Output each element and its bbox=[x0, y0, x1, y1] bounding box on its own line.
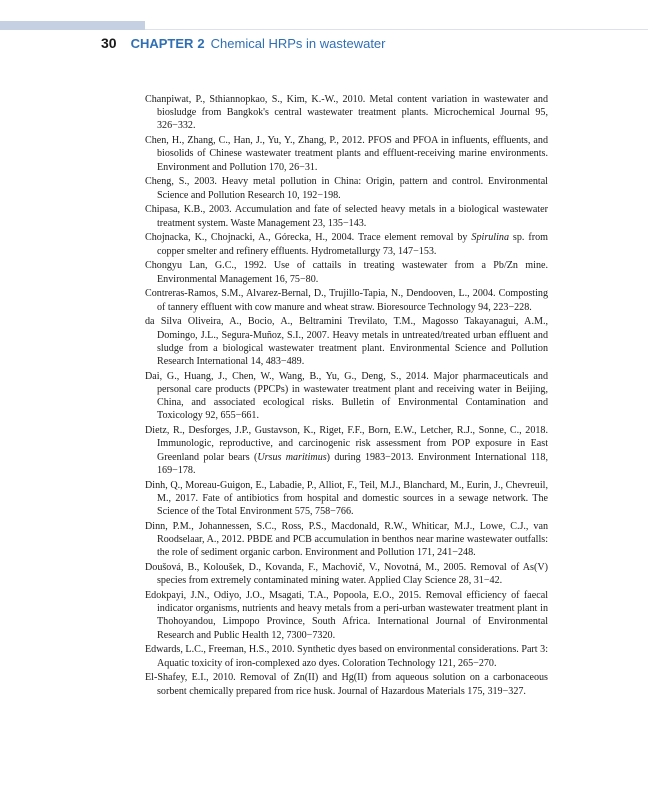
reference-item bbox=[145, 175, 548, 201]
reference-text: ) during 1983−2013. Environment International 118, 169−178. bbox=[157, 451, 548, 476]
reference-text: Dinh, Q., Moreau-Guigon, E., Labadie, P., Alliot, F., Teil, M.J., Blanchard, M., Eurin, J., Chevreuil, M., 2017. Fate of antibiotics from hospital and domestic sources in a sewage network. The Science of the Total Environment 575, 758−766. bbox=[145, 479, 548, 518]
reference-item bbox=[145, 370, 548, 423]
reference-item bbox=[145, 231, 548, 257]
reference-item bbox=[145, 643, 548, 669]
species-name: Spirulina bbox=[471, 232, 509, 244]
reference-text: Chipasa, K.B., 2003. Accumulation and fate of selected heavy metals in a biological wastewater treatment system. Waste Management 23, 135−143. bbox=[145, 204, 548, 229]
chapter-label: CHAPTER bbox=[130, 36, 194, 51]
page-number: 30 bbox=[101, 35, 117, 51]
reference-item bbox=[145, 424, 548, 477]
reference-item bbox=[145, 520, 548, 560]
header-rule bbox=[145, 29, 648, 30]
reference-item bbox=[145, 93, 548, 133]
reference-item bbox=[145, 589, 548, 642]
reference-text: Contreras-Ramos, S.M., Alvarez-Bernal, D., Trujillo-Tapia, N., Dendooven, L., 2004. Composting of tannery effluent with cow manure and wheat straw. Bioresource Technology 94, 223−228. bbox=[145, 288, 548, 313]
running-header bbox=[101, 35, 386, 55]
reference-item bbox=[145, 315, 548, 368]
reference-item bbox=[145, 259, 548, 285]
reference-text: Chongyu Lan, G.C., 1992. Use of cattails in treating wastewater from a Pb/Zn mine. Environmental Management 16, 75−80. bbox=[145, 260, 548, 285]
reference-text: Edwards, L.C., Freeman, H.S., 2010. Synthetic dyes based on environmental considerations. Part 3: Aquatic toxicity of iron-complexed azo dyes. Coloration Technology 121, 265−270. bbox=[145, 644, 548, 669]
reference-text: El-Shafey, E.I., 2010. Removal of Zn(II) and Hg(II) from aqueous solution on a carbonaceous sorbent chemically prepared from rice husk. Journal of Hazardous Materials 175, 319−327. bbox=[145, 672, 548, 697]
reference-list bbox=[145, 93, 548, 699]
reference-text: Chanpiwat, P., Sthiannopkao, S., Kim, K.-W., 2010. Metal content variation in wastewater and biosludge from Bangkok's central wastewater treatment plants. Microchemical Journal 95, 326−332. bbox=[145, 94, 548, 132]
reference-text: da Silva Oliveira, A., Bocio, A., Beltramini Trevilato, T.M., Magosso Takayanagui, A.M., Domingo, J.L., Segura-Muñoz, S.I., 2007. Heavy metals in untreated/treated urban effluent and sludge from a biological wastewater treatment plant. Environmental Science and Pollution Research International 14, 483−489. bbox=[145, 316, 548, 368]
reference-text: Dinn, P.M., Johannessen, S.C., Ross, P.S., Macdonald, R.W., Whiticar, M.J., Lowe, C.J., van Roodselaar, A., 2012. PBDE and PCB accumulation in benthos near marine wastewater outfalls: the role of sediment organic carbon. Environment and Pollution 171, 241−248. bbox=[145, 520, 548, 559]
reference-text: sp. from copper smelter and refinery effluents. Hydrometallurgy 73, 147−153. bbox=[157, 232, 548, 257]
reference-text: Dai, G., Huang, J., Chen, W., Wang, B., Yu, G., Deng, S., 2014. Major pharmaceuticals and personal care products (PPCPs) in wastewater treatment plant and receiving water in Beijing, China, and associated ecological risks. Bulletin of Environmental Contamination and Toxicology 92, 655−661. bbox=[145, 370, 548, 422]
reference-text: Chen, H., Zhang, C., Han, J., Yu, Y., Zhang, P., 2012. PFOS and PFOA in influents, effluents, and biosolids of Chinese wastewater treatment plants and effluent-receiving marine environments. Environment and Pollution 170, 26−31. bbox=[145, 135, 548, 173]
reference-item bbox=[145, 287, 548, 313]
reference-item bbox=[145, 203, 548, 229]
reference-text: Chojnacka, K., Chojnacki, A., Górecka, H., 2004. Trace element removal by bbox=[145, 232, 472, 244]
chapter-title: Chemical HRPs in wastewater bbox=[210, 36, 386, 51]
reference-item bbox=[145, 561, 548, 587]
species-name: Ursus maritimus bbox=[257, 451, 327, 463]
chapter-number: 2 bbox=[197, 36, 205, 51]
reference-item bbox=[145, 671, 548, 697]
reference-text: Cheng, S., 2003. Heavy metal pollution in China: Origin, pattern and control. Environmental Science and Pollution Research 10, 192−198. bbox=[145, 176, 548, 201]
reference-item bbox=[145, 134, 548, 174]
header-color-band bbox=[0, 21, 145, 30]
reference-item bbox=[145, 479, 548, 519]
reference-text: Doušová, B., Koloušek, D., Kovanda, F., Machovič, V., Novotná, M., 2005. Removal of As(V) species from extremely contaminated mining water. Applied Clay Science 28, 31−42. bbox=[145, 562, 548, 587]
reference-text: Edokpayi, J.N., Odiyo, J.O., Msagati, T.A., Popoola, E.O., 2015. Removal efficiency of faecal indicator organisms, nutrients and heavy metals from a peri-urban wastewater treatment plant in Thohoyandou, Limpopo Province, South Africa. International Journal of Environmental Research and Public Health 12, 7300−7320. bbox=[145, 590, 548, 641]
reference-text: Dietz, R., Desforges, J.P., Gustavson, K., Riget, F.F., Born, E.W., Letcher, R.J., Sonne, C., 2018. Immunologic, reproductive, and carcinogenic risk assessment from POP exposure in East Greenland polar bears ( bbox=[145, 425, 548, 463]
